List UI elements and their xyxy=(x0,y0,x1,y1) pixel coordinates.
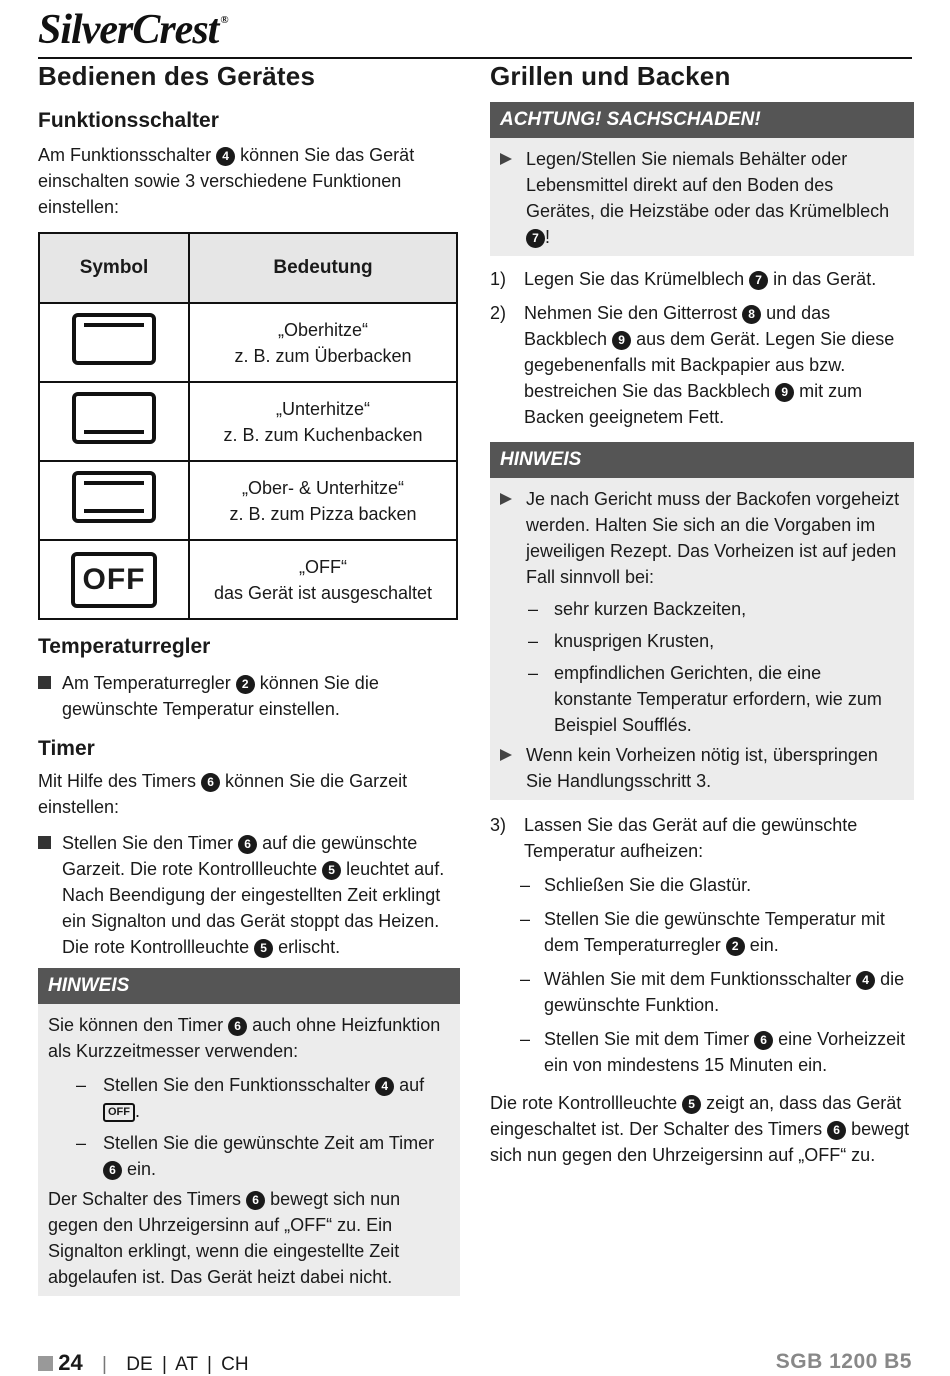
page-number: 24 xyxy=(58,1350,83,1375)
country-at: AT xyxy=(175,1354,198,1375)
heading-funktionsschalter: Funktionsschalter xyxy=(38,109,219,132)
step-3: 3) Lassen Sie das Gerät auf die gewünschte Temperatur aufheizen: xyxy=(490,815,858,861)
achtung-title: ACHTUNG! SACHSCHADEN! xyxy=(490,102,914,138)
triangle-bullet-icon xyxy=(500,153,512,165)
right-column xyxy=(490,60,914,1168)
table-row: „Ober- & Unterhitze“ z. B. zum Pizza backen xyxy=(39,461,457,540)
list-item: – empfindlichen Gerichten, die eine konstante Temperatur erfordern, wie zum Beispiel Soufflés. xyxy=(528,663,882,735)
list-item: – Stellen Sie die gewünschte Zeit am Timer 6 ein. xyxy=(76,1133,435,1179)
unterhitze-icon xyxy=(72,392,156,444)
page-square-icon xyxy=(38,1356,53,1371)
country-ch: CH xyxy=(221,1354,249,1375)
ober-unterhitze-icon xyxy=(72,471,156,523)
header-rule xyxy=(38,57,912,59)
list-item: Je nach Gericht muss der Backofen vorgeheizt werden. Halten Sie sich an die Vorgaben im jeweiligen Rezept. Das Vorheizen ist auf jeden Fall sinnvoll bei: xyxy=(500,486,904,590)
hinweis-title: HINWEIS xyxy=(38,968,460,1004)
list-item: – knusprigen Krusten, xyxy=(528,631,715,651)
brand-logo: SilverCrest ® xyxy=(38,7,228,53)
table-row: „Unterhitze“ z. B. zum Kuchenbacken xyxy=(39,382,457,461)
final-paragraph: Die rote Kontrollleuchte 5 zeigt an, dass das Gerät eingeschaltet ist. Der Schalter des Timers 6 bewegt sich nun gegen den Uhrzeigersinn auf „OFF“ zu. xyxy=(490,1093,910,1165)
list-item: – Schließen Sie die Glastür. xyxy=(520,875,752,895)
off-mini-icon: OFF xyxy=(103,1103,135,1122)
achtung-box xyxy=(490,102,914,256)
triangle-bullet-icon xyxy=(500,749,512,761)
ref-badge: 4 xyxy=(216,147,235,166)
list-item: Legen/Stellen Sie niemals Behälter oder Lebensmittel direkt auf den Boden des Gerätes, die Heizstäbe oder das Krümelblech 7 ! xyxy=(500,146,904,250)
table-row: „Oberhitze“ z. B. zum Überbacken xyxy=(39,303,457,382)
hinweis-box-right xyxy=(490,442,914,800)
section-title-bedienen: Bedienen des Gerätes xyxy=(38,61,316,91)
list-item: – Stellen Sie mit dem Timer 6 eine Vorheizzeit ein von mindestens 15 Minuten ein. xyxy=(520,1029,906,1075)
list-item: Am Temperaturregler 2 können Sie die gewünschte Temperatur einstellen. xyxy=(38,670,460,722)
list-item: Wenn kein Vorheizen nötig ist, überspringen Sie Handlungsschritt 3. xyxy=(500,742,904,794)
heading-temperaturregler: Temperaturregler xyxy=(38,635,211,658)
square-bullet-icon xyxy=(38,836,51,849)
oberhitze-icon xyxy=(72,313,156,365)
list-item: – Stellen Sie die gewünschte Temperatur mit dem Temperaturregler 2 ein. xyxy=(520,909,885,955)
step-2: 2) Nehmen Sie den Gitterrost 8 und das Backblech 9 aus dem Gerät. Legen Sie diese gegebenenfalls mit Backpapier aus bzw. bestreichen Sie das Backblech 9 mit zum Backen geeignetem Fett. xyxy=(490,303,895,427)
hinweis-box-left: HINWEIS Sie können den Timer 6 auch ohne Heizfunktion als Kurzzeitmesser verwenden: – Stellen Sie den Funktionsschalter 4 auf OFF . – Stellen Sie die gewünschte Zeit am Timer 6 ein. Der Schalter des Timers 6 bewegt sich nun gegen den Uhrzeigersinn auf „OFF“ zu. Ein Signalton erklingt, wenn die eingestellte Zeit abgelaufen ist. Das Gerät heizt dabei nicht. xyxy=(38,968,460,1296)
section-title-grillen: Grillen und Backen xyxy=(490,61,731,91)
table-head-meaning: Bedeutung xyxy=(189,233,457,303)
model-number: SGB 1200 B5 xyxy=(775,1350,912,1373)
funktion-text: Am Funktionsschalter 4 können Sie das Gerät einschalten sowie 3 verschiedene Funktionen einstellen: xyxy=(38,145,415,217)
list-item: – Wählen Sie mit dem Funktionsschalter 4 die gewünschte Funktion. xyxy=(520,969,905,1015)
page-footer: 24 | DE | AT | CH SGB 1200 B5 xyxy=(38,1350,912,1376)
left-column xyxy=(38,60,460,1296)
square-bullet-icon xyxy=(38,676,51,689)
hinweis-title: HINWEIS xyxy=(490,442,914,478)
list-item: Stellen Sie den Timer 6 auf die gewünschte Garzeit. Die rote Kontrollleuchte 5 leuchtet auf. Nach Beendigung der eingestellten Zeit erklingt ein Signalton und das Gerät stoppt das Heizen. Die rote Kontrollleuchte 5 erlischt. xyxy=(38,830,460,960)
country-de: DE xyxy=(126,1354,153,1375)
list-item: – sehr kurzen Backzeiten, xyxy=(528,599,747,619)
off-icon: OFF xyxy=(71,552,157,608)
triangle-bullet-icon xyxy=(500,493,512,505)
timer-text: Mit Hilfe des Timers 6 können Sie die Garzeit einstellen: xyxy=(38,771,408,817)
table-row: OFF „OFF“ das Gerät ist ausgeschaltet xyxy=(39,540,457,619)
step-1: 1) Legen Sie das Krümelblech 7 in das Gerät. xyxy=(490,269,877,289)
symbol-table xyxy=(38,232,458,620)
table-head-symbol: Symbol xyxy=(39,233,189,303)
list-item: – Stellen Sie den Funktionsschalter 4 auf OFF . xyxy=(76,1075,425,1121)
heading-timer: Timer xyxy=(38,737,95,760)
